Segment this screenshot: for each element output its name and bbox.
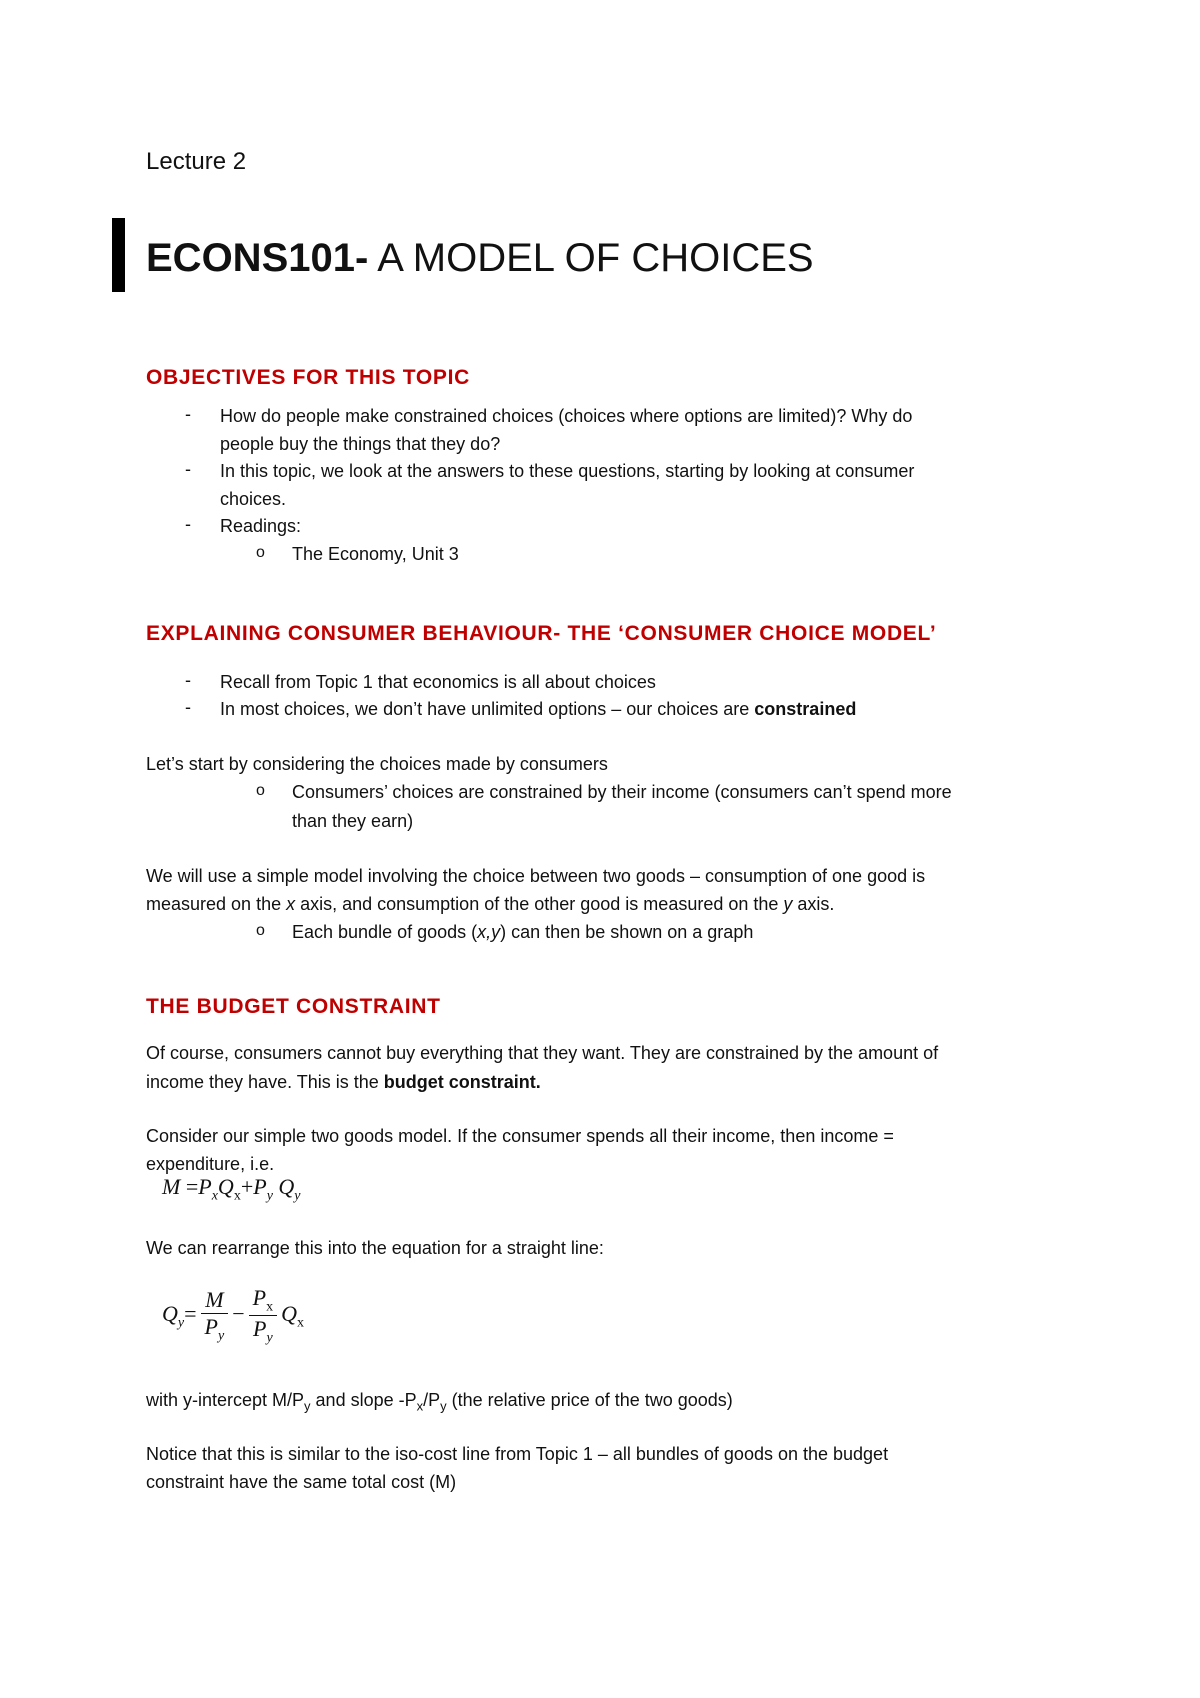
- consumer-bullet-2: [220, 695, 856, 723]
- bullet-dash: -: [185, 697, 191, 717]
- text-run: axis, and consumption of the other good is measured on the: [295, 894, 784, 914]
- title-accent-bar: [112, 218, 125, 292]
- consumer-sub-1-line-1: Consumers’ choices are constrained by their income (consumers can’t spend more: [292, 782, 952, 802]
- eq-denominator: [249, 1315, 277, 1346]
- eq-fraction: [249, 1285, 277, 1347]
- objectives-bullet-2-line-1: In this topic, we look at the answers to these questions, starting by looking at consumer: [220, 461, 915, 481]
- text-subscript: y: [304, 1398, 311, 1414]
- text-run-bold: budget constraint.: [383, 1072, 541, 1092]
- eq-var: P: [252, 1285, 267, 1310]
- objectives-reading-item: The Economy, Unit 3: [292, 544, 459, 564]
- text-run: Each bundle of goods (: [292, 922, 478, 942]
- text-run-italic: x: [286, 894, 296, 914]
- budget-paragraph-4: [146, 1386, 733, 1421]
- bullet-dash: -: [185, 404, 191, 424]
- text-run: and slope -P: [310, 1390, 417, 1410]
- consumer-bullet-1: Recall from Topic 1 that economics is all about choices: [220, 672, 656, 692]
- text-subscript: y: [440, 1398, 447, 1414]
- eq-var: Q: [278, 1174, 295, 1199]
- text-run: /P: [423, 1390, 441, 1410]
- budget-paragraph-1-line-1: Of course, consumers cannot buy everything that they want. They are constrained by the amount of: [146, 1043, 939, 1063]
- text-subscript: x: [416, 1398, 424, 1414]
- bullet-dash: -: [185, 670, 191, 690]
- lecture-label: Lecture 2: [146, 148, 247, 175]
- eq-numerator: M: [205, 1287, 224, 1313]
- consumer-heading: EXPLAINING CONSUMER BEHAVIOUR- THE ‘CONSUMER CHOICE MODEL’: [146, 622, 937, 645]
- eq-op: −: [232, 1300, 245, 1326]
- bullet-dash: -: [185, 514, 191, 534]
- budget-heading: THE BUDGET CONSTRAINT: [146, 995, 441, 1018]
- text-run-italic: x,y: [477, 922, 501, 942]
- budget-paragraph-2-line-2: expenditure, i.e.: [146, 1154, 275, 1174]
- eq-var: P: [204, 1314, 218, 1340]
- eq-op: =: [185, 1174, 199, 1199]
- eq-var: Q: [217, 1174, 234, 1199]
- budget-paragraph-3: We can rearrange this into the equation for a straight line:: [146, 1238, 604, 1258]
- eq-denominator: [201, 1313, 229, 1344]
- eq-op: =: [184, 1300, 197, 1326]
- consumer-bullet-2-text: In most choices, we don’t have unlimited options – our choices are: [220, 699, 755, 719]
- bullet-o: o: [256, 782, 265, 799]
- eq-var: P: [253, 1316, 267, 1342]
- text-run-italic: y: [783, 894, 793, 914]
- title-code: ECONS101-: [146, 236, 369, 280]
- eq-var: P: [198, 1174, 212, 1199]
- text-run: with y-intercept M/P: [146, 1390, 305, 1410]
- bullet-dash: -: [185, 459, 191, 479]
- page-title: [146, 236, 814, 281]
- objectives-bullet-3: Readings:: [220, 516, 302, 536]
- budget-paragraph-5-line-1: Notice that this is similar to the iso-cost line from Topic 1 – all bundles of goods on the budget: [146, 1444, 889, 1464]
- eq-sub: x: [296, 1315, 304, 1331]
- eq-sub: x: [211, 1188, 218, 1204]
- eq-sub: y: [266, 1188, 273, 1204]
- consumer-paragraph-1: Let’s start by considering the choices made by consumers: [146, 754, 608, 774]
- equation-straight-line: [162, 1285, 304, 1347]
- budget-paragraph-2-line-1: Consider our simple two goods model. If the consumer spends all their income, then income =: [146, 1126, 894, 1146]
- budget-paragraph-1-line-2: [146, 1068, 541, 1096]
- eq-sub: y: [217, 1328, 225, 1344]
- eq-var: Q: [162, 1300, 178, 1326]
- budget-paragraph-5-line-2: constraint have the same total cost (M): [146, 1472, 457, 1492]
- equation-budget: [162, 1174, 301, 1204]
- objectives-bullet-2-line-2: choices.: [220, 489, 287, 509]
- consumer-paragraph-2-line-1: We will use a simple model involving the choice between two goods – consumption of one good is: [146, 866, 926, 886]
- eq-fraction: [201, 1287, 229, 1344]
- eq-var: Q: [281, 1300, 297, 1326]
- objectives-bullet-1-line-1: How do people make constrained choices (choices where options are limited)? Why do: [220, 406, 913, 426]
- objectives-heading: OBJECTIVES FOR THIS TOPIC: [146, 366, 470, 389]
- eq-op: +: [240, 1174, 254, 1199]
- text-run: measured on the: [146, 894, 287, 914]
- title-rest: A MODEL OF CHOICES: [368, 236, 814, 280]
- eq-sub: y: [294, 1188, 301, 1204]
- eq-sub: y: [266, 1330, 273, 1346]
- consumer-paragraph-2-line-2: [146, 890, 834, 918]
- eq-var: M: [162, 1174, 181, 1199]
- bullet-o: o: [256, 544, 265, 561]
- text-run: income they have. This is the: [146, 1072, 384, 1092]
- eq-sub: x: [266, 1299, 274, 1315]
- text-run: ) can then be shown on a graph: [500, 922, 754, 942]
- objectives-bullet-1-line-2: people buy the things that they do?: [220, 434, 501, 454]
- text-run: (the relative price of the two goods): [446, 1390, 733, 1410]
- consumer-sub-1-line-2: than they earn): [292, 811, 414, 831]
- eq-sub: y: [177, 1315, 185, 1331]
- eq-var: P: [253, 1174, 267, 1199]
- eq-numerator: [249, 1285, 277, 1315]
- text-run: axis.: [792, 894, 835, 914]
- consumer-bullet-2-bold: constrained: [754, 699, 857, 719]
- eq-sub: x: [233, 1188, 241, 1204]
- bullet-o: o: [256, 922, 265, 939]
- consumer-sub-2: [292, 918, 753, 946]
